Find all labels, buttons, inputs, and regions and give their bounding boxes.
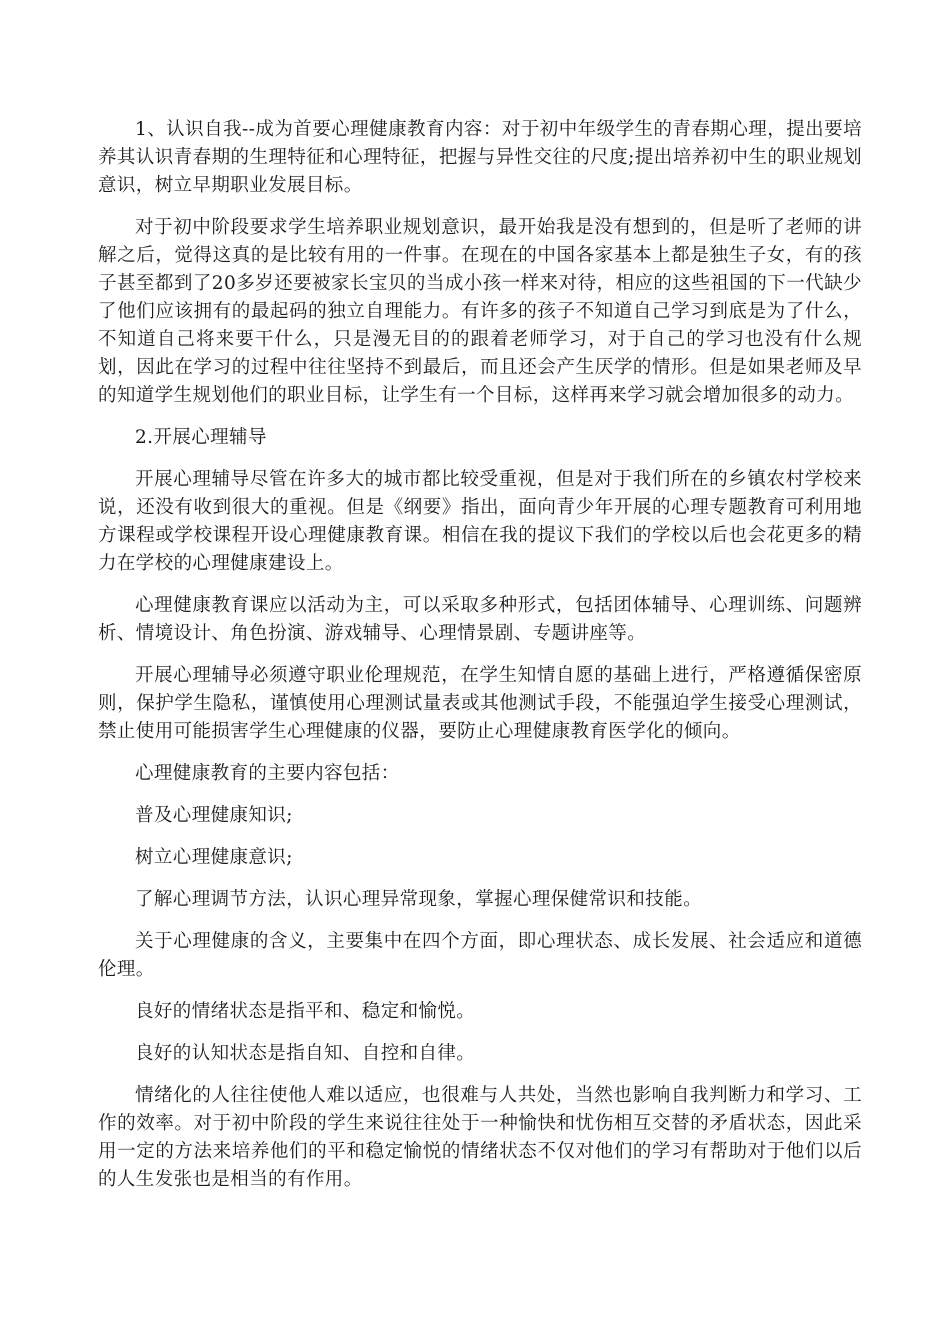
list-item-knowledge: 普及心理健康知识;: [135, 805, 293, 826]
paragraph-career-planning: 对于初中阶段要求学生培养职业规划意识，最开始我是没有想到的，但是听了老师的讲解之后，觉得这真的是比较有用的一件事。在现在的中国各家基本上都是独生子女，有的孩子甚至都到了20多岁还要被家长宝贝的当成小孩一样来对待，相应的这些祖国的下一代缺少了他们应该拥有的最起码的独立自理能力。有许多的孩子不知道自己学习到底是为了什么，不知道自己将来要干什么，只是漫无目的的跟着老师学习，对于自己的学习也没有什么规划，因此在学习的过程中往往坚持不到最后，而且还会产生厌学的情形。但是如果老师及早的知道学生规划他们的职业目标，让学生有一个目标，这样再来学习就会增加很多的动力。: [98, 217, 862, 406]
list-item-methods: 了解心理调节方法，认识心理异常现象，掌握心理保健常识和技能。: [135, 889, 703, 910]
paragraph-emotional-people: 情绪化的人往往使他人难以适应，也很难与人共处，当然也影响自我判断力和学习、工作的效率。对于初中阶段的学生来说往往处于一种愉快和忧伤相互交替的矛盾状态，因此采用一定的方法来培养他们的平和稳定愉悦的情绪状态不仅对他们的学习有帮助对于他们以后的人生发张也是相当的有作用。: [98, 1085, 862, 1190]
section-heading-counseling: 2.开展心理辅导: [135, 427, 267, 448]
paragraph-emotion-state: 良好的情绪状态是指平和、稳定和愉悦。: [135, 1001, 476, 1022]
paragraph-course-forms: 心理健康教育课应以活动为主，可以采取多种形式，包括团体辅导、心理训练、问题辨析、情境设计、角色扮演、游戏辅导、心理情景剧、专题讲座等。: [98, 595, 862, 644]
paragraph-self-awareness: 1、认识自我--成为首要心理健康教育内容：对于初中年级学生的青春期心理，提出要培养其认识青春期的生理特征和心理特征，把握与异性交往的尺度;提出培养初中生的职业规划意识，树立早期职业发展目标。: [98, 119, 862, 196]
paragraph-counseling-attention: 开展心理辅导尽管在许多大的城市都比较受重视，但是对于我们所在的乡镇农村学校来说，还没有收到很大的重视。但是《纲要》指出，面向青少年开展的心理专题教育可利用地方课程或学校课程开设心理健康教育课。相信在我的提议下我们的学校以后也会花更多的精力在学校的心理健康建设上。: [98, 469, 862, 574]
paragraph-cognitive-state: 良好的认知状态是指自知、自控和自律。: [135, 1043, 476, 1064]
list-item-awareness: 树立心理健康意识;: [135, 847, 293, 868]
paragraph-ethics: 开展心理辅导必须遵守职业伦理规范，在学生知情自愿的基础上进行，严格遵循保密原则，保护学生隐私，谨慎使用心理测试量表或其他测试手段，不能强迫学生接受心理测试，禁止使用可能损害学生心理健康的仪器，要防止心理健康教育医学化的倾向。: [98, 665, 862, 742]
paragraph-main-content-intro: 心理健康教育的主要内容包括：: [135, 763, 400, 784]
paragraph-meaning: 关于心理健康的含义，主要集中在四个方面，即心理状态、成长发展、社会适应和道德伦理。: [98, 931, 862, 980]
document-body: [98, 116, 862, 1194]
